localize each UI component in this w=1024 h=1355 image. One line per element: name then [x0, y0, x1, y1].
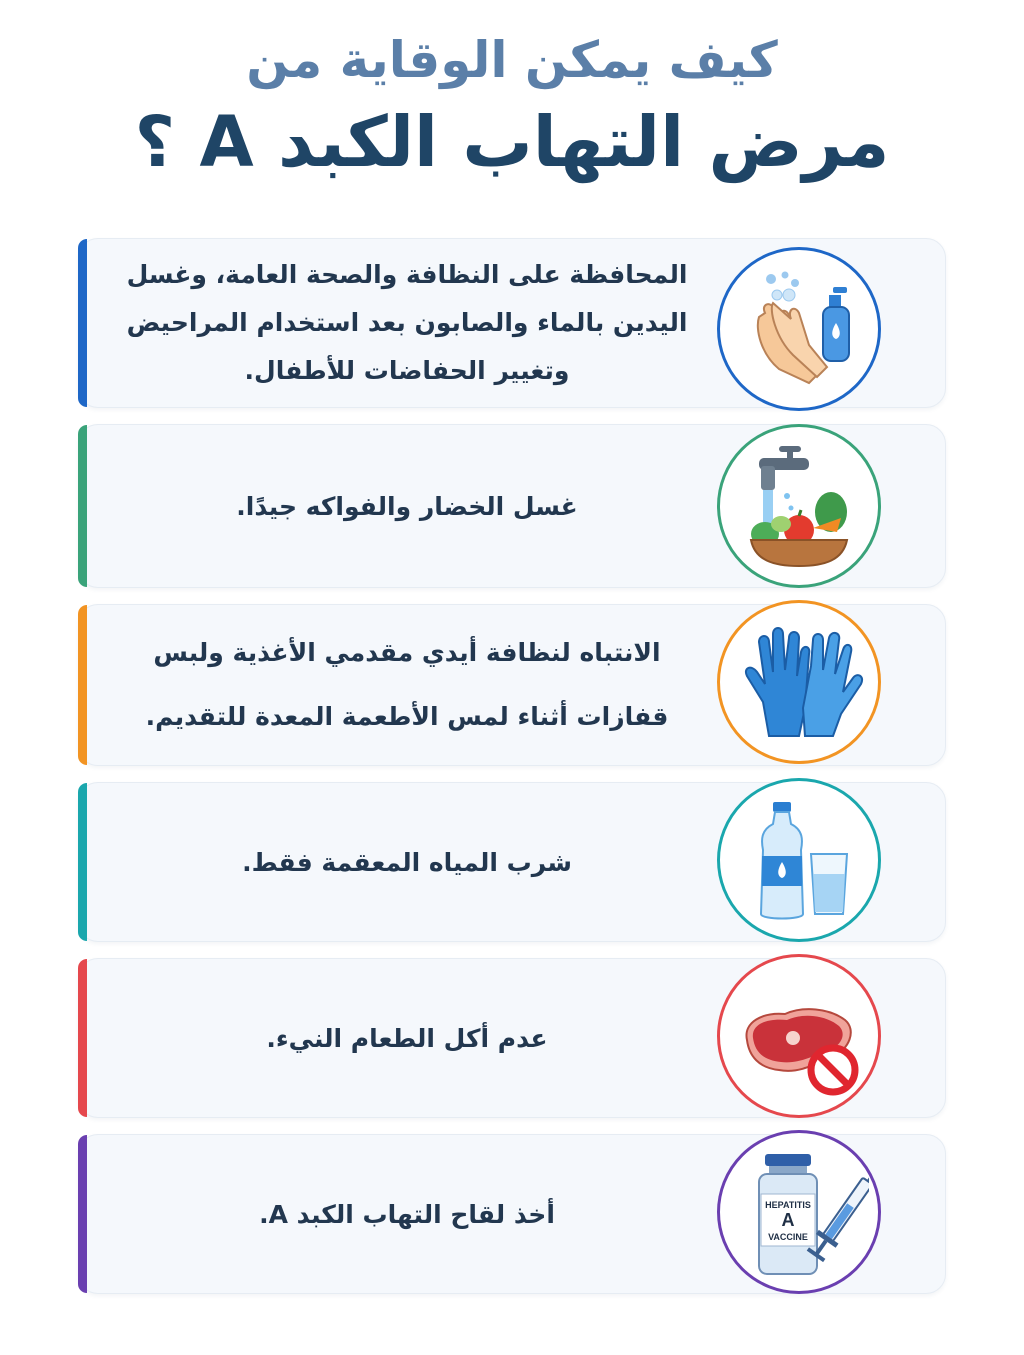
tip-text: الانتباه لنظافة أيدي مقدمي الأغذية ولبس قفازات أثناء لمس الأطعمة المعدة للتقديم. [145, 638, 669, 731]
card-accent-bar [78, 783, 87, 941]
tip-text: غسل الخضار والفواكه جيدًا. [236, 491, 578, 521]
water-bottle-icon [717, 778, 881, 942]
hand-washing-icon [717, 247, 881, 411]
gloves-icon [717, 600, 881, 764]
vial-label-line-1: HEPATITIS [765, 1200, 811, 1210]
tip-text: المحافظة على النظافة والصحة العامة، وغسل اليدين بالماء والصابون بعد استخدام المراحيض وتغيير الحفاضات للأطفال. [126, 260, 688, 385]
tip-text: عدم أكل الطعام النيء. [266, 1023, 548, 1053]
title-line-1: كيف يمكن الوقاية من [246, 31, 778, 89]
card-accent-bar [78, 239, 87, 407]
washing-vegetables-icon [717, 424, 881, 588]
vial-label-line-3: VACCINE [768, 1232, 808, 1242]
no-raw-meat-icon [717, 954, 881, 1118]
tip-text: أخذ لقاح التهاب الكبد A. [259, 1199, 555, 1229]
tip-text: شرب المياه المعقمة فقط. [242, 847, 572, 877]
vial-label-line-2: A [781, 1210, 795, 1230]
card-accent-bar [78, 605, 87, 765]
card-accent-bar [78, 1135, 87, 1293]
card-accent-bar [78, 425, 87, 587]
vaccine-icon [717, 1130, 881, 1294]
title-line-2: مرض التهاب الكبد A ؟ [134, 101, 890, 183]
card-accent-bar [78, 959, 87, 1117]
